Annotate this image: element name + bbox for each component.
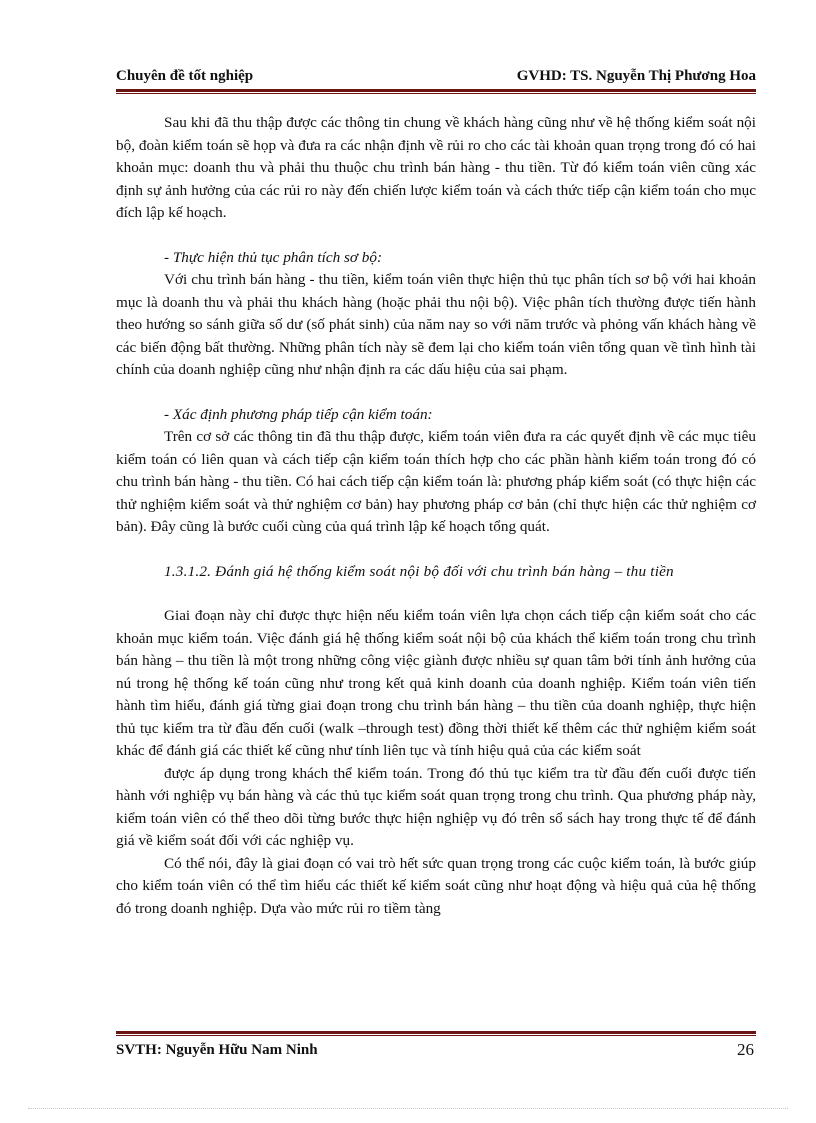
- header-divider: [116, 89, 756, 94]
- paragraph-importance: Có thể nói, đây là giai đoạn có vai trò hết sức quan trọng trong các cuộc kiểm toán, là bước giúp cho kiểm toán viên có thể tìm hiểu các thiết kế kiểm soát cũng như hoạt động và hiệu quả của hệ thống đó trong doanh nghiệp. Dựa vào mức rủi ro tiềm tàng: [116, 854, 756, 917]
- subheading-audit-approach: - Xác định phương pháp tiếp cận kiểm toán:: [164, 405, 433, 423]
- spacer: [116, 382, 756, 404]
- paragraph-audit-approach: Trên cơ sở các thông tin đã thu thập được, kiểm toán viên đưa ra các quyết định về các mục tiêu kiểm toán có liên quan và cách tiếp cận kiểm toán thích hợp cho các phần hành kiểm toán trong đó có chu trình bán hàng - thu tiền. Có hai cách tiếp cận kiểm toán là: phương pháp kiểm soát (có thực hiện các thử nghiệm kiểm soát và thử nghiệm cơ bản) hay phương pháp cơ bản (chỉ thực hiện các thử nghiệm cơ bản). Đây cũng là bước cuối cùng của quá trình lập kế hoạch tổng quát.: [116, 428, 756, 535]
- paragraph-intro: Sau khi đã thu thập được các thông tin chung về khách hàng cũng như về hệ thống kiểm soát nội bộ, đoàn kiểm toán sẽ họp và đưa ra các nhận định về rủi ro cho các tài khoản quan trọng trong đó có hai khoản mục: doanh thu và phải thu thuộc chu trình bán hàng - thu tiền. Từ đó kiểm toán viên cũng xác định sự ảnh hưởng của các rủi ro này đến chiến lược kiểm toán và cách thức tiếp cận kiểm toán cho mục đích lập kế hoạch.: [116, 114, 756, 221]
- page-bottom-border: [28, 1108, 788, 1109]
- page-number: 26: [737, 1040, 754, 1059]
- paragraph-internal-control: Giai đoạn này chỉ được thực hiện nếu kiểm toán viên lựa chọn cách tiếp cận kiểm soát cho các khoản mục kiểm toán. Việc đánh giá hệ thống kiểm soát nội bộ của khách thể kiểm toán trong chu trình bán hàng – thu tiền là một trong những công việc giành được nhiều sự quan tâm bởi tính ảnh hưởng của nú trong hệ thống kế toán cũng như trong kết quả kinh doanh của doanh nghiệp. Kiểm toán viên tiến hành tìm hiểu, đánh giá từng giai đoạn trong chu trình bán hàng – thu tiền của doanh nghiệp, thực hiện thủ tục kiểm tra từ đầu đến cuối (walk –through test) đồng thời thiết kế thêm các thử nghiệm kiểm soát khác để đánh giá các thiết kế cũng như tính liên tục và tính hiệu quả của các kiểm soát: [116, 607, 756, 759]
- spacer: [116, 225, 756, 247]
- paragraph-walkthrough: được áp dụng trong khách thể kiểm toán. Trong đó thủ tục kiểm tra từ đầu đến cuối được tiến hành với nghiệp vụ bán hàng và các thủ tục kiểm soát quan trọng trong chu trình. Qua phương pháp này, kiểm toán viên có thể theo dõi từng bước thực hiện nghiệp vụ đó trên sổ sách hay trong thực tế để đánh giá về kiểm soát đối với các nghiệp vụ.: [116, 764, 756, 849]
- spacer: [116, 539, 756, 561]
- footer-divider: [116, 1031, 756, 1036]
- footer-student: SVTH: Nguyễn Hữu Nam Ninh: [116, 1042, 318, 1058]
- header-document-type: Chuyên đề tốt nghiệp: [116, 68, 254, 84]
- page-footer: [116, 1040, 756, 1064]
- subheading-preliminary-analysis: - Thực hiện thủ tục phân tích sơ bộ:: [164, 248, 383, 266]
- section-title: 1.3.1.2. Đánh giá hệ thống kiểm soát nội bộ đối với chu trình bán hàng – thu tiền: [164, 562, 674, 580]
- header-supervisor: GVHD: TS. Nguyễn Thị Phương Hoa: [516, 68, 756, 84]
- spacer: [116, 583, 756, 605]
- page-header: [116, 64, 756, 90]
- document-body: [116, 112, 756, 920]
- paragraph-preliminary-analysis: Với chu trình bán hàng - thu tiền, kiểm toán viên thực hiện thủ tục phân tích sơ bộ với hai khoản mục là doanh thu và phải thu khách hàng (hoặc phải thu nội bộ). Việc phân tích thường được tiến hành theo hướng so sánh giữa số dư (số phát sinh) của năm nay so với năm trước và phỏng vấn khách hàng về các biến động bất thường. Những phân tích này sẽ đem lại cho kiểm toán viên tổng quan về tình hình tài chính của doanh nghiệp cũng như nhận định ra các dấu hiệu của sai phạm.: [116, 271, 756, 378]
